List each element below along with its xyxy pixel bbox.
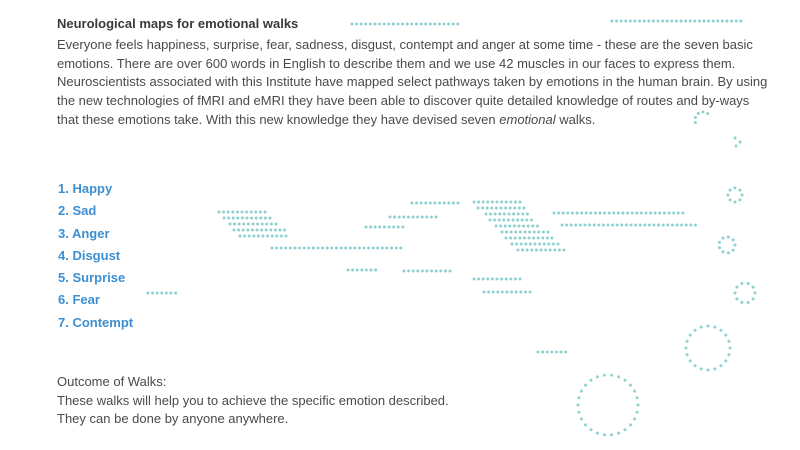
- outcome-line-2: They can be done by anyone anywhere.: [57, 411, 289, 427]
- list-item: [58, 180, 133, 202]
- list-item: [58, 247, 133, 269]
- outcome-heading: Outcome of Walks:: [57, 374, 167, 389]
- list-item: [58, 314, 133, 336]
- list-item: [58, 225, 133, 247]
- walk-link-anger[interactable]: 3. Anger: [58, 225, 110, 241]
- walks-list: [58, 180, 133, 336]
- list-item: [58, 269, 133, 291]
- outcome-section: [57, 373, 657, 429]
- intro-emphasis: emotional: [499, 111, 556, 127]
- list-item: [58, 202, 133, 224]
- walk-link-sad[interactable]: 2. Sad: [58, 203, 97, 219]
- list-item: [58, 291, 133, 313]
- intro-text-end: walks.: [555, 111, 596, 127]
- intro-paragraph: [57, 36, 769, 130]
- intro-text: Everyone feels happiness, surprise, fear, sadness, disgust, contempt and anger at some time - these are the seven basic emotions. There are over 600 words in English to describe them and we use 42 muscles in our faces to express them. Neuroscientists associated with this Institute have mapped select pathways taken by emotions in the human brain. By using the new technologies of fMRI and eMRI they have been able to discover quite detailed knowledge of routes and by-ways that these emotions take. With this new knowledge they have devised seven: [57, 37, 768, 127]
- walk-link-fear[interactable]: 6. Fear: [58, 292, 100, 308]
- walk-link-happy[interactable]: 1. Happy: [58, 181, 113, 196]
- walk-link-surprise[interactable]: 5. Surprise: [58, 270, 126, 286]
- walk-link-contempt[interactable]: 7. Contempt: [58, 314, 134, 330]
- walk-link-disgust[interactable]: 4. Disgust: [58, 247, 121, 263]
- page-title: Neurological maps for emotional walks: [57, 16, 299, 31]
- outcome-line-1: These walks will help you to achieve the specific emotion described.: [57, 392, 449, 408]
